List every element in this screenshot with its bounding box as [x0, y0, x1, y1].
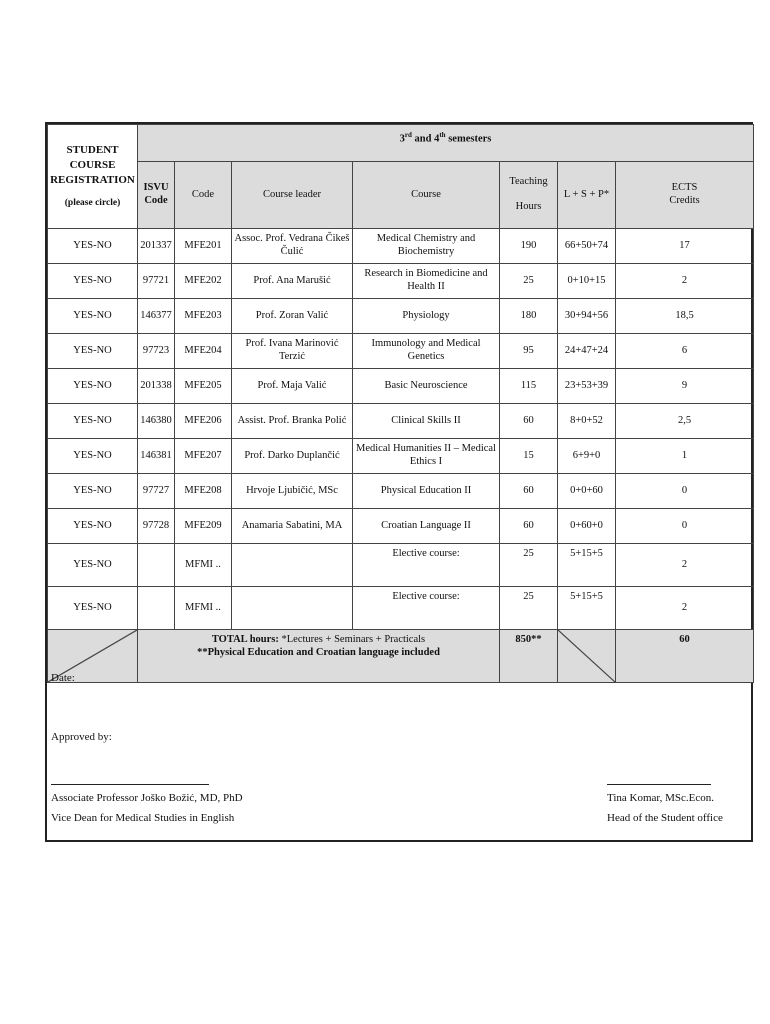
col-lsp: L + S + P*: [558, 162, 616, 229]
col-ects: ECTS Credits: [616, 162, 754, 229]
course-leader-cell: [232, 544, 353, 587]
elective-row: [48, 544, 754, 587]
col-course: Course: [353, 162, 500, 229]
ects-cell: 9: [616, 369, 754, 404]
course-row: [48, 264, 754, 299]
isvu-code-cell: 97721: [138, 264, 175, 299]
isvu-code-cell: 146381: [138, 439, 175, 474]
course-row: [48, 439, 754, 474]
course-leader-cell: Anamaria Sabatini, MA: [232, 509, 353, 544]
lsp-cell: 66+50+74: [558, 229, 616, 264]
elective-row: [48, 587, 754, 630]
ects-cell: 6: [616, 334, 754, 369]
course-code-cell: MFE209: [175, 509, 232, 544]
course-row: [48, 369, 754, 404]
course-leader-cell: Assoc. Prof. Vedrana Čikeš Čulić: [232, 229, 353, 264]
course-name-cell[interactable]: Elective course:: [353, 587, 500, 630]
lsp-cell: 6+9+0: [558, 439, 616, 474]
selection-cell[interactable]: YES-NO: [48, 264, 138, 299]
vice-dean-title: Vice Dean for Medical Studies in English: [51, 812, 235, 824]
ects-cell: 1: [616, 439, 754, 474]
ects-cell: 2: [616, 264, 754, 299]
registration-form: [45, 122, 753, 842]
lsp-cell: 5+15+5: [558, 587, 616, 630]
teaching-hours-cell: 60: [500, 474, 558, 509]
date-label: Date:: [51, 672, 75, 684]
col-course-leader: Course leader: [232, 162, 353, 229]
lsp-cell: 23+53+39: [558, 369, 616, 404]
course-leader-cell: [232, 587, 353, 630]
teaching-hours-cell: 190: [500, 229, 558, 264]
total-hours: 850**: [500, 630, 558, 683]
course-leader-cell: Hrvoje Ljubičić, MSc: [232, 474, 353, 509]
course-leader-cell: Prof. Ana Marušić: [232, 264, 353, 299]
teaching-hours-cell: 60: [500, 509, 558, 544]
selection-cell[interactable]: YES-NO: [48, 369, 138, 404]
course-code-cell: MFE208: [175, 474, 232, 509]
lsp-cell: 8+0+52: [558, 404, 616, 439]
course-code-cell: MFMI ..: [175, 544, 232, 587]
course-leader-cell: Prof. Zoran Valić: [232, 299, 353, 334]
course-code-cell: MFE202: [175, 264, 232, 299]
lsp-cell: 0+0+60: [558, 474, 616, 509]
lsp-cell: 5+15+5: [558, 544, 616, 587]
course-code-cell: MFE201: [175, 229, 232, 264]
lsp-cell: 24+47+24: [558, 334, 616, 369]
lsp-cell: 0+10+15: [558, 264, 616, 299]
total-label: TOTAL hours: *Lectures + Seminars + Practicals **Physical Education and Croatian language included: [138, 630, 500, 683]
registration-title: STUDENT COURSE REGISTRATION: [50, 143, 135, 186]
course-name-cell: Medical Humanities II – Medical Ethics I: [353, 439, 500, 474]
selection-cell[interactable]: YES-NO: [48, 544, 138, 587]
course-name-cell: Croatian Language II: [353, 509, 500, 544]
teaching-hours-cell: 60: [500, 404, 558, 439]
course-leader-cell: Prof. Ivana Marinović Terzić: [232, 334, 353, 369]
selection-cell[interactable]: YES-NO: [48, 509, 138, 544]
vice-dean-name: Associate Professor Joško Božić, MD, PhD: [51, 792, 243, 804]
selection-cell[interactable]: YES-NO: [48, 474, 138, 509]
ects-cell: 2: [616, 544, 754, 587]
course-name-cell: Immunology and Medical Genetics: [353, 334, 500, 369]
course-name-cell[interactable]: Elective course:: [353, 544, 500, 587]
course-leader-cell: Prof. Darko Duplančić: [232, 439, 353, 474]
course-code-cell: MFE204: [175, 334, 232, 369]
course-name-cell: Physiology: [353, 299, 500, 334]
isvu-code-cell: 201338: [138, 369, 175, 404]
please-circle-note: (please circle): [64, 198, 121, 209]
course-name-cell: Basic Neuroscience: [353, 369, 500, 404]
teaching-hours-cell: 180: [500, 299, 558, 334]
course-code-cell: MFE207: [175, 439, 232, 474]
selection-cell[interactable]: YES-NO: [48, 439, 138, 474]
teaching-hours-cell: 95: [500, 334, 558, 369]
col-isvu-code: ISVU Code: [138, 162, 175, 229]
total-ects: 60: [616, 630, 754, 683]
selection-cell[interactable]: YES-NO: [48, 404, 138, 439]
selection-cell[interactable]: YES-NO: [48, 229, 138, 264]
col-code: Code: [175, 162, 232, 229]
lsp-cell: 30+94+56: [558, 299, 616, 334]
selection-cell[interactable]: YES-NO: [48, 334, 138, 369]
isvu-code-cell: [138, 587, 175, 630]
lsp-cell: 0+60+0: [558, 509, 616, 544]
course-name-cell: Research in Biomedicine and Health II: [353, 264, 500, 299]
isvu-code-cell: 201337: [138, 229, 175, 264]
ects-cell: 18,5: [616, 299, 754, 334]
teaching-hours-cell: 25: [500, 587, 558, 630]
left-signature-line: [51, 784, 209, 785]
student-office-head-name: Tina Komar, MSc.Econ.: [607, 792, 715, 804]
course-code-cell: MFE205: [175, 369, 232, 404]
selection-cell[interactable]: YES-NO: [48, 587, 138, 630]
course-table: [47, 124, 754, 683]
course-leader-cell: Assist. Prof. Branka Polić: [232, 404, 353, 439]
teaching-hours-cell: 15: [500, 439, 558, 474]
teaching-hours-cell: 25: [500, 544, 558, 587]
isvu-code-cell: 146377: [138, 299, 175, 334]
course-row: [48, 299, 754, 334]
student-office-head-title: Head of the Student office: [607, 812, 723, 824]
ects-cell: 17: [616, 229, 754, 264]
course-row: [48, 334, 754, 369]
course-row: [48, 229, 754, 264]
isvu-code-cell: 146380: [138, 404, 175, 439]
teaching-hours-cell: 25: [500, 264, 558, 299]
ects-cell: 0: [616, 474, 754, 509]
approved-by-label: Approved by:: [51, 731, 112, 743]
registration-header: [48, 125, 138, 229]
course-row: [48, 404, 754, 439]
course-leader-cell: Prof. Maja Valić: [232, 369, 353, 404]
teaching-hours-cell: 115: [500, 369, 558, 404]
right-signature-line: [607, 784, 711, 785]
course-code-cell: MFMI ..: [175, 587, 232, 630]
ects-cell: 2,5: [616, 404, 754, 439]
ects-cell: 0: [616, 509, 754, 544]
isvu-code-cell: 97727: [138, 474, 175, 509]
ects-cell: 2: [616, 587, 754, 630]
total-lsp-diagonal: [558, 630, 616, 683]
isvu-code-cell: 97723: [138, 334, 175, 369]
isvu-code-cell: [138, 544, 175, 587]
course-row: [48, 509, 754, 544]
selection-cell[interactable]: YES-NO: [48, 299, 138, 334]
course-code-cell: MFE203: [175, 299, 232, 334]
course-name-cell: Physical Education II: [353, 474, 500, 509]
semesters-header: 3rd and 4th semesters: [138, 125, 754, 162]
course-name-cell: Medical Chemistry and Biochemistry: [353, 229, 500, 264]
course-row: [48, 474, 754, 509]
isvu-code-cell: 97728: [138, 509, 175, 544]
col-teaching-hours: Teaching Hours: [500, 162, 558, 229]
course-name-cell: Clinical Skills II: [353, 404, 500, 439]
course-code-cell: MFE206: [175, 404, 232, 439]
